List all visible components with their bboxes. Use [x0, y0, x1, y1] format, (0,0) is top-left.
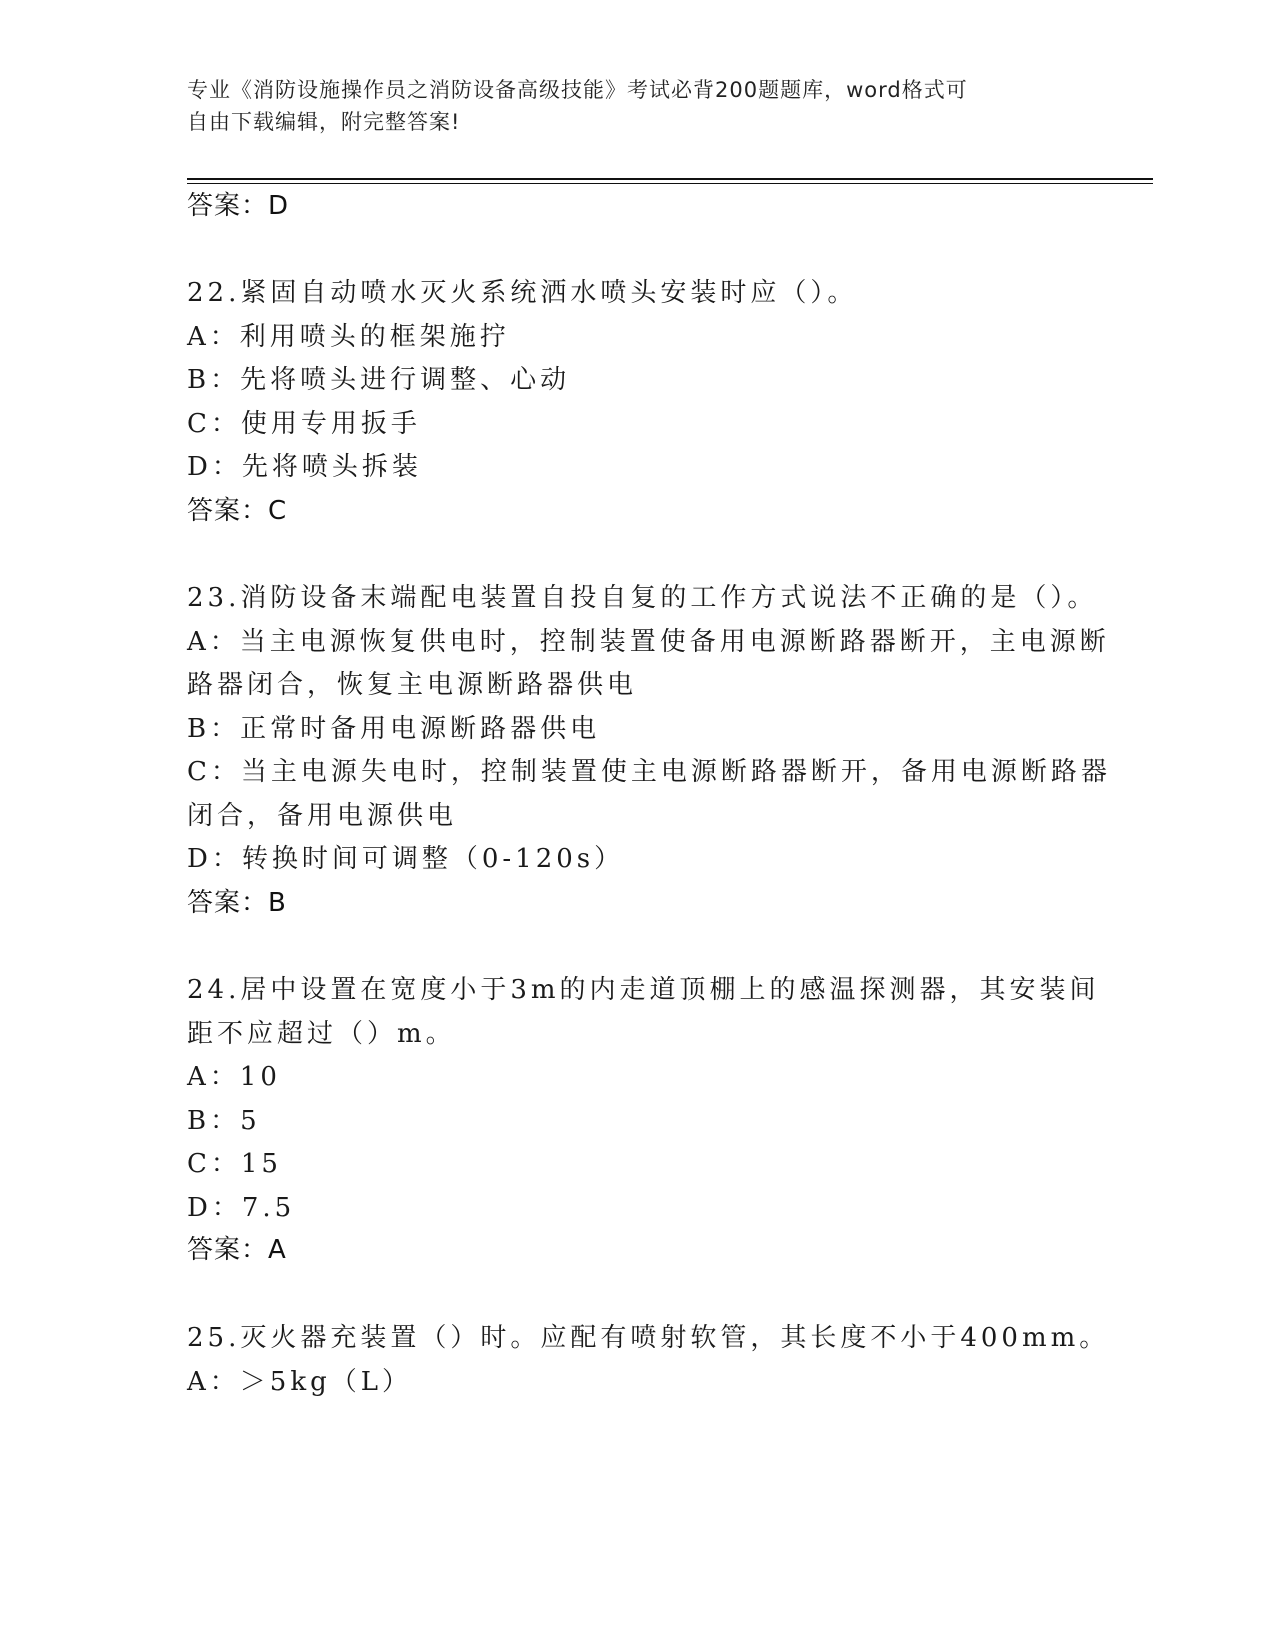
- question-22-answer: 答案：C: [187, 496, 288, 526]
- question-24-option-b: B：5: [187, 1106, 261, 1136]
- question-23-option-b: B：正常时备用电源断路器供电: [187, 714, 601, 744]
- header-line-2: 自由下载编辑，附完整答案!: [187, 110, 461, 134]
- question-23-option-c-line-1: C：当主电源失电时，控制装置使主电源断路器断开，备用电源断路器: [187, 757, 1111, 787]
- answer-prev: 答案：D: [187, 191, 290, 221]
- question-22-option-b: B：先将喷头进行调整、心动: [187, 365, 571, 395]
- question-23-answer: 答案：B: [187, 888, 287, 918]
- header-divider-thick: [187, 178, 1153, 180]
- header-line-1: 专业《消防设施操作员之消防设备高级技能》考试必背200题题库，word格式可: [187, 78, 968, 102]
- question-24-answer: 答案：A: [187, 1235, 287, 1265]
- question-25-stem: 25.灭火器充装置（）时。应配有喷射软管，其长度不小于400mm。: [187, 1323, 1110, 1353]
- question-24-option-a: A：10: [187, 1062, 281, 1092]
- question-24-stem-line-1: 24.居中设置在宽度小于3m的内走道顶棚上的感温探测器，其安装间: [187, 975, 1100, 1005]
- question-24-option-d: D：7.5: [187, 1193, 296, 1223]
- document-header: [187, 74, 1067, 138]
- question-23-option-d: D：转换时间可调整（0-120s）: [187, 844, 625, 874]
- question-24-option-c: C：15: [187, 1149, 282, 1179]
- question-23-option-c-line-2: 闭合，备用电源供电: [187, 801, 458, 831]
- question-23-option-a-line-1: A：当主电源恢复供电时，控制装置使备用电源断路器断开，主电源断: [187, 627, 1110, 657]
- question-22-option-a: A：利用喷头的框架施拧: [187, 322, 510, 352]
- question-22-option-d: D：先将喷头拆装: [187, 452, 422, 482]
- question-23-stem: 23.消防设备末端配电装置自投自复的工作方式说法不正确的是（）。: [187, 583, 1098, 613]
- question-22-stem: 22.紧固自动喷水灭火系统洒水喷头安装时应（）。: [187, 278, 858, 308]
- question-24-stem-line-2: 距不应超过（）m。: [187, 1019, 456, 1049]
- question-23-option-a-line-2: 路器闭合，恢复主电源断路器供电: [187, 670, 638, 700]
- question-22-option-c: C：使用专用扳手: [187, 409, 421, 439]
- header-divider-thin: [187, 183, 1153, 184]
- question-25-option-a: A：＞5kg（L）: [187, 1367, 412, 1397]
